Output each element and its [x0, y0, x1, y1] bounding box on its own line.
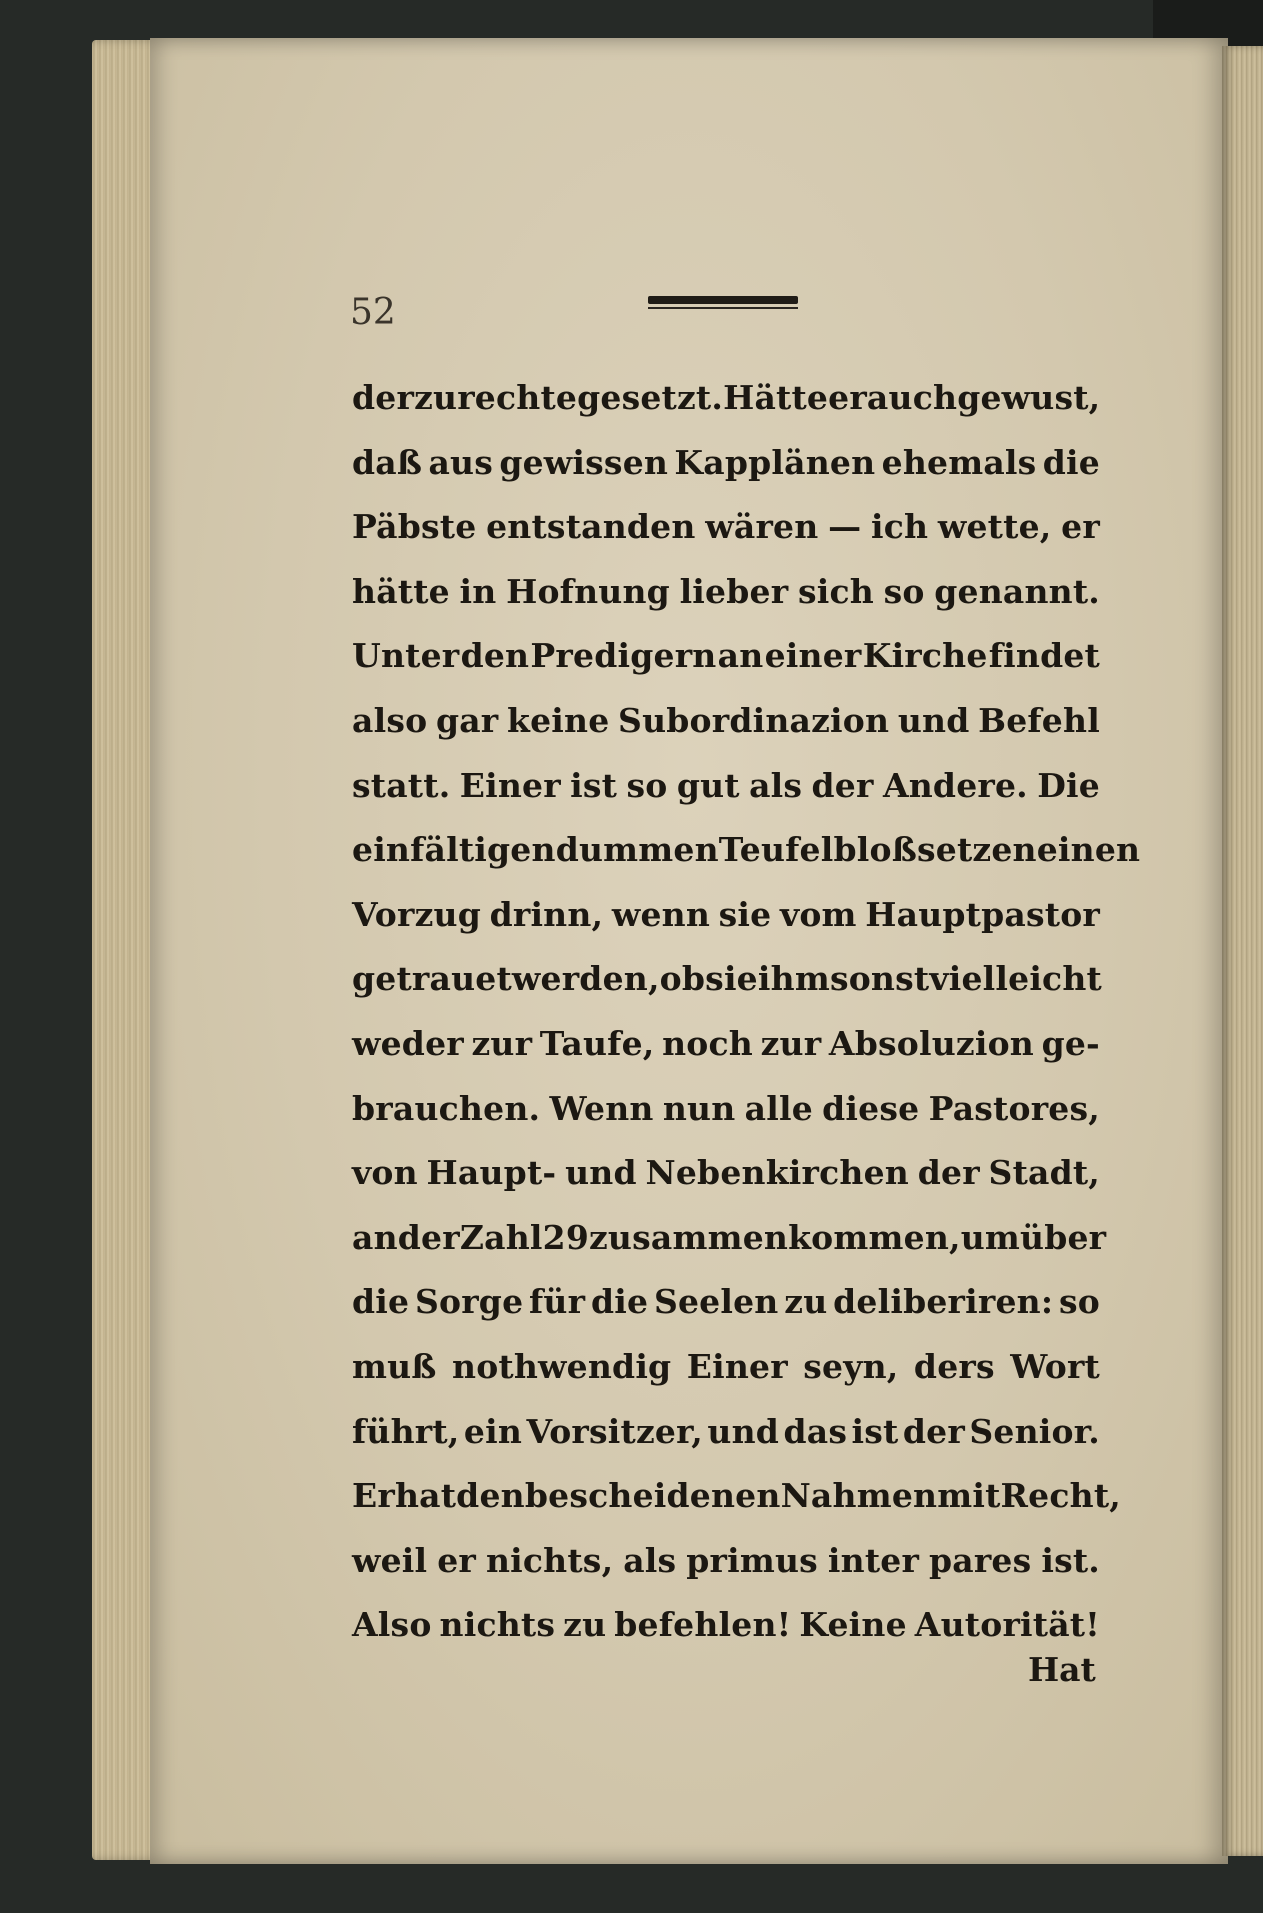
text-line: der zurechte gesetzt. Hätte er auch gewust, [352, 378, 1101, 417]
header-rule [648, 296, 798, 312]
text-line: hätte in Hofnung lieber sich so genannt. [352, 571, 1100, 611]
text-line: brauchen. Wenn nun alle diese Pastores, [352, 1088, 1100, 1128]
text-line: also gar keine Subordinazion und Befehl [352, 700, 1100, 740]
text-line: Vorzug drinn, wenn sie vom Hauptpastor [352, 894, 1100, 934]
text-line: muß nothwendig Einer seyn, ders Wort [352, 1346, 1100, 1386]
text-line: Unter den Predigern an einer Kirche findet [352, 636, 1100, 676]
text-line: von Haupt- und Nebenkirchen der Stadt, [352, 1153, 1100, 1193]
text-line: an der Zahl 29 zusammen kommen, um über [352, 1217, 1107, 1257]
text-line: getrauet werden, ob sie ihm sonst vielleicht [352, 959, 1102, 999]
page-number: 52 [350, 292, 396, 333]
text-line: weil er nichts, als primus inter pares ist. [352, 1540, 1100, 1580]
text-line: Er hat den bescheidenen Nahmen mit Recht, [352, 1476, 1121, 1516]
catchword: Hat [1028, 1650, 1096, 1689]
text-line: einfältigen dummen Teufel bloß setzen einen [352, 830, 1141, 870]
text-line: die Sorge für die Seelen zu deliberiren: so [352, 1282, 1100, 1322]
text-line: weder zur Taufe, noch zur Absoluzion ge- [352, 1023, 1100, 1063]
book-right-page-edges [1222, 46, 1263, 1856]
body-text [352, 366, 1141, 1658]
text-line: daß aus gewissen Kapplänen ehemals die [352, 442, 1100, 482]
text-line: statt. Einer ist so gut als der Andere. Die [352, 765, 1100, 805]
text-line: Päbste entstanden wären — ich wette, er [352, 507, 1100, 547]
text-line: Also nichts zu befehlen! Keine Autorität! [352, 1605, 1100, 1645]
text-line: führt, ein Vorsitzer, und das ist der Senior. [352, 1411, 1100, 1451]
